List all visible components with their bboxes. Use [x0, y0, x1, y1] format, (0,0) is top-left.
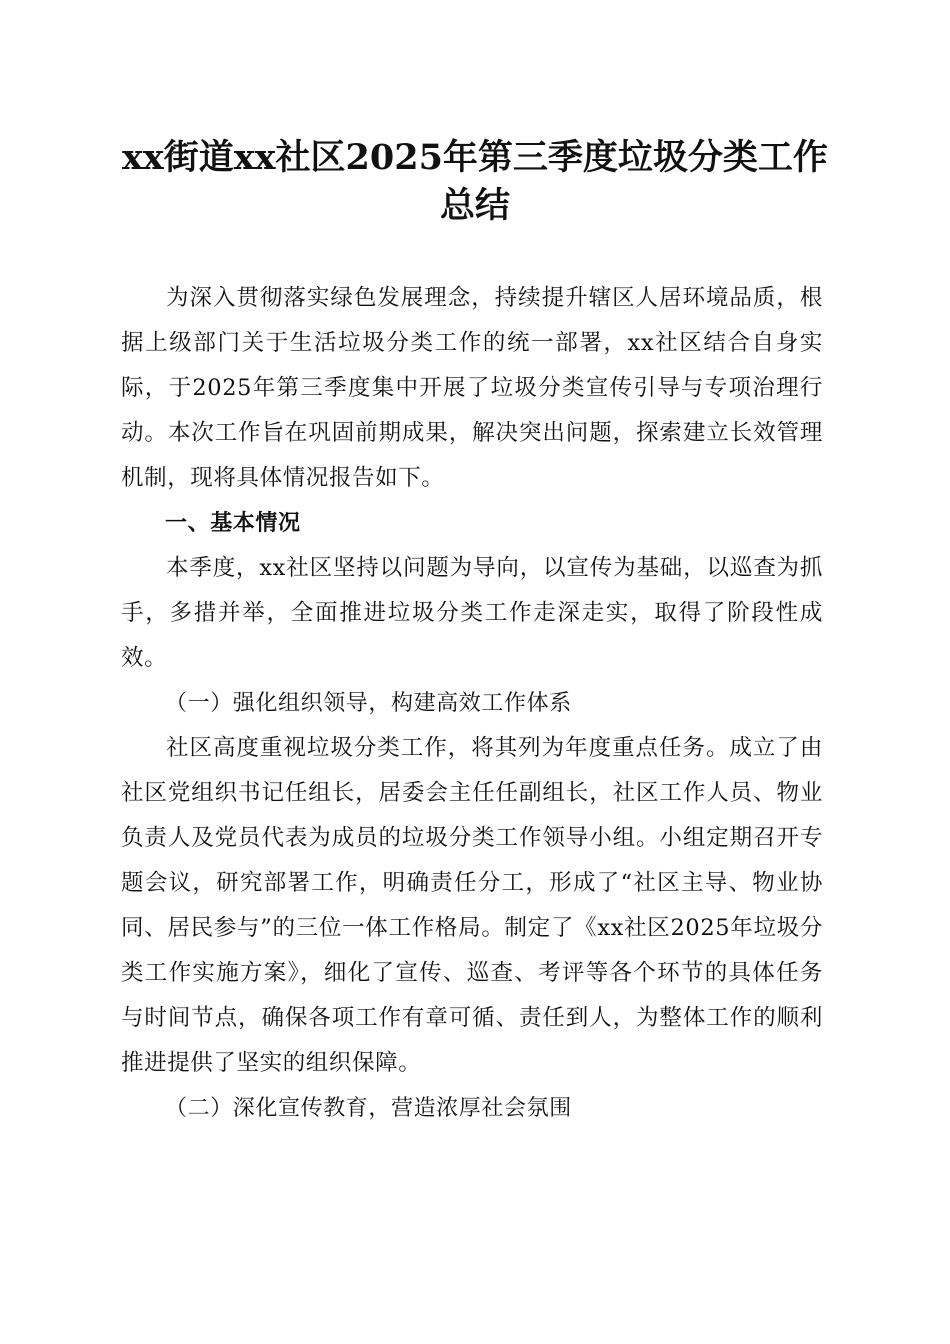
document-title [110, 134, 840, 230]
title-line-1: xx街道xx社区2025年第三季度垃圾分类工作 [122, 137, 828, 178]
section-paragraph-basic-situation: 本季度，xx社区坚持以问题为导向，以宣传为基础，以巡查为抓手，多措并举，全面推进垃圾分类工作走深走实，取得了阶段性成效。 [121, 555, 823, 671]
title-line-2: 总结 [439, 185, 510, 226]
subsection-heading-publicity: （二）深化宣传教育，营造浓厚社会氛围 [165, 1096, 572, 1121]
subsection-heading-organization: （一）强化组织领导，构建高效工作体系 [165, 691, 572, 716]
section-heading-basic-situation: 一、基本情况 [165, 511, 301, 536]
document-body [121, 276, 823, 1131]
intro-paragraph: 为深入贯彻落实绿色发展理念，持续提升辖区人居环境品质，根据上级部门关于生活垃圾分类工作的统一部署，xx社区结合自身实际，于2025年第三季度集中开展了垃圾分类宣传引导与专项治理行动。本次工作旨在巩固前期成果，解决突出问题，探索建立长效管理机制，现将具体情况报告如下。 [121, 285, 823, 491]
subsection-paragraph-organization: 社区高度重视垃圾分类工作，将其列为年度重点任务。成立了由社区党组织书记任组长，居委会主任任副组长，社区工作人员、物业负责人及党员代表为成员的垃圾分类工作领导小组。小组定期召开专题会议，研究部署工作，明确责任分工，形成了“社区主导、物业协同、居民参与”的三位一体工作格局。制定了《xx社区2025年垃圾分类工作实施方案》，细化了宣传、巡查、考评等各个环节的具体任务与时间节点，确保各项工作有章可循、责任到人，为整体工作的顺利推进提供了坚实的组织保障。 [121, 735, 823, 1076]
